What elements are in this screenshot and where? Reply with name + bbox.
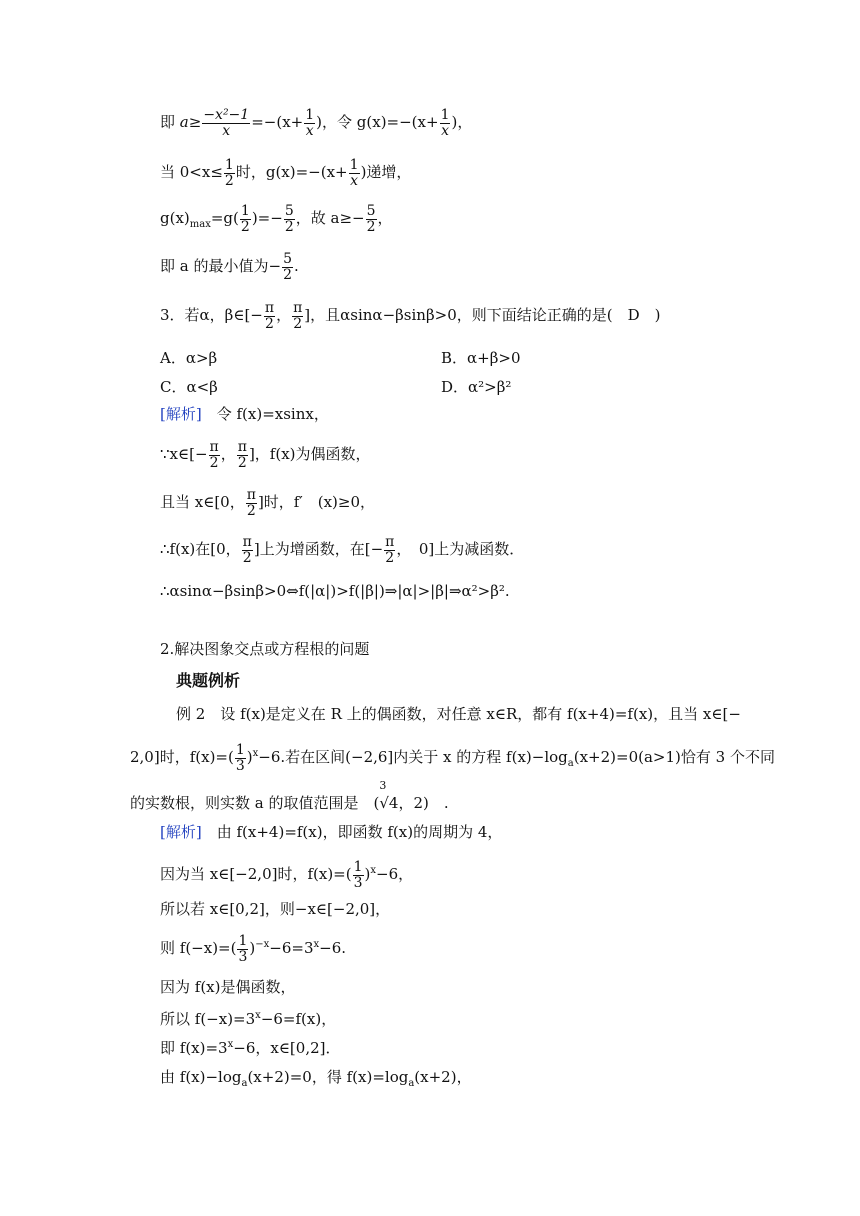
fraction bbox=[349, 158, 360, 188]
text: −6， bbox=[376, 865, 414, 884]
denominator: 2 bbox=[283, 266, 292, 283]
cube-root bbox=[379, 779, 399, 812]
fraction bbox=[237, 440, 248, 470]
text: =g( bbox=[210, 209, 239, 228]
denominator: 2 bbox=[242, 549, 252, 566]
fraction bbox=[384, 535, 395, 565]
option-c: C．α<β bbox=[160, 378, 218, 396]
text: 3．若α，β∈[− bbox=[160, 306, 263, 325]
text: −6. bbox=[319, 939, 347, 958]
text: ∵x∈[− bbox=[160, 445, 208, 464]
denominator: 2 bbox=[246, 502, 256, 519]
text: 当 0<x≤ bbox=[160, 163, 223, 182]
analysis-2-step-3 bbox=[160, 934, 346, 964]
analysis-1 bbox=[160, 407, 329, 422]
text: 由 f(x+4)=f(x)，即函数 f(x)的周期为 4， bbox=[201, 823, 503, 841]
text: =−(x+ bbox=[251, 113, 304, 132]
numerator: 5 bbox=[366, 203, 376, 219]
text: (x+2)=0(a>1)恰有 3 个不同 bbox=[573, 748, 775, 767]
text: ， bbox=[220, 445, 236, 464]
example-2-line-2 bbox=[130, 743, 775, 773]
fraction bbox=[246, 488, 257, 518]
numerator: 1 bbox=[353, 859, 363, 875]
text: ≥ bbox=[188, 113, 202, 132]
numerator: 5 bbox=[283, 251, 292, 267]
analysis-2-step-2: 所以若 x∈[0,2]，则−x∈[−2,0]， bbox=[160, 900, 391, 918]
fraction: $\frac{1}{3}$ bbox=[353, 859, 363, 891]
fraction bbox=[366, 204, 377, 234]
text: ]上为增函数，在[− bbox=[253, 540, 384, 559]
superscript: −x bbox=[255, 939, 270, 951]
example-2-line-3 bbox=[130, 779, 449, 812]
text: 即 a 的最小值为− bbox=[160, 257, 282, 276]
analysis-2 bbox=[160, 825, 502, 840]
numerator: 5 bbox=[284, 203, 294, 219]
denominator: 2 bbox=[240, 218, 250, 235]
denominator: 2 bbox=[284, 218, 294, 235]
text: 2,0]时，f(x)=( bbox=[130, 748, 234, 767]
text: −6=3 bbox=[269, 939, 314, 958]
text: 因为当 x∈[−2,0]时，f(x)=( bbox=[160, 865, 352, 884]
subscript: max bbox=[189, 219, 211, 231]
superscript: x bbox=[370, 865, 377, 877]
derivation-line-3 bbox=[160, 204, 393, 234]
text: ]时，f′ (x)≥0， bbox=[257, 493, 376, 512]
text: 令 f(x)=xsinx， bbox=[201, 405, 329, 423]
superscript: x bbox=[252, 748, 259, 760]
fraction bbox=[282, 252, 293, 282]
text: 所以 f(−x)=3 bbox=[160, 1010, 256, 1028]
text: )， bbox=[451, 113, 473, 132]
fraction bbox=[264, 301, 275, 331]
text: ，故 a≥− bbox=[295, 209, 365, 228]
denominator: 2 bbox=[385, 549, 395, 566]
text: ) bbox=[364, 865, 371, 884]
section-title: 2.解决图象交点或方程根的问题 bbox=[160, 640, 370, 658]
text: 时，g(x)=−(x+ bbox=[235, 163, 348, 182]
numerator: 1 bbox=[349, 157, 359, 173]
subscript: a bbox=[241, 1078, 248, 1089]
text: )=− bbox=[251, 209, 283, 228]
fraction: $\frac{1}{3}$ bbox=[238, 933, 248, 965]
superscript: x bbox=[313, 939, 320, 951]
analysis-step-2 bbox=[160, 488, 375, 518]
fraction bbox=[304, 108, 315, 138]
text: )，令 g(x)=−(x+ bbox=[316, 113, 439, 132]
derivation-line-1 bbox=[160, 108, 472, 138]
subscript: a bbox=[408, 1078, 415, 1089]
fraction bbox=[202, 108, 250, 138]
analysis-tag: [解析] bbox=[160, 823, 202, 841]
text: 即 f(x)=3 bbox=[160, 1039, 228, 1057]
text: ∴f(x)在[0， bbox=[160, 540, 241, 559]
numerator: 1 bbox=[440, 107, 450, 123]
example-2-line-1: 例 2 设 f(x)是定义在 R 上的偶函数，对任意 x∈R，都有 f(x+4)=f(x)，且当 x∈[− bbox=[176, 705, 741, 723]
superscript: x bbox=[227, 1039, 234, 1050]
fraction bbox=[224, 158, 235, 188]
numerator: π bbox=[209, 439, 219, 455]
text: 由 f(x)−log bbox=[160, 1068, 242, 1086]
text: 且当 x∈[0， bbox=[160, 493, 245, 512]
analysis-2-step-1 bbox=[160, 860, 413, 890]
text: a bbox=[179, 113, 189, 132]
text: 即 bbox=[160, 113, 180, 132]
denominator: x bbox=[441, 122, 449, 139]
analysis-2-step-4: 因为 f(x)是偶函数， bbox=[160, 978, 296, 996]
analysis-step-4: ∴αsinα−βsinβ>0⇔f(|α|)>f(|β|)⇒|α|>|β|⇒α²>β². bbox=[160, 582, 510, 600]
fraction bbox=[440, 108, 451, 138]
derivation-line-2 bbox=[160, 158, 411, 188]
text: ， bbox=[276, 306, 292, 325]
text: ]，f(x)为偶函数， bbox=[248, 445, 371, 464]
numerator: −x²−1 bbox=[203, 107, 250, 123]
text: ， 0]上为减函数． bbox=[396, 540, 525, 559]
fraction bbox=[292, 301, 303, 331]
denominator: 2 bbox=[209, 454, 219, 471]
denominator: 2 bbox=[366, 218, 376, 235]
analysis-step-3 bbox=[160, 535, 524, 565]
numerator: 1 bbox=[305, 107, 315, 123]
text: g(x) bbox=[160, 209, 190, 228]
analysis-2-step-6 bbox=[160, 1040, 340, 1056]
option-b: B．α+β>0 bbox=[441, 349, 521, 367]
fraction: $\frac{1}{3}$ bbox=[235, 742, 245, 774]
numerator: 1 bbox=[235, 742, 245, 758]
analysis-2-step-7 bbox=[160, 1070, 472, 1089]
numerator: π bbox=[246, 487, 256, 503]
root: √4 bbox=[379, 794, 399, 812]
numerator: π bbox=[293, 300, 303, 316]
text: −6.若在区间(−2,6]内关于 x 的方程 f(x)−log bbox=[258, 748, 568, 767]
fraction bbox=[209, 440, 220, 470]
analysis-tag: [解析] bbox=[160, 405, 202, 423]
derivation-line-4 bbox=[160, 252, 299, 282]
option-d: D．α²>β² bbox=[441, 378, 512, 396]
text: ]，且αsinα−βsinβ>0，则下面结论正确的是( D ) bbox=[304, 306, 661, 325]
text: ) bbox=[249, 939, 256, 958]
text: )递增， bbox=[360, 163, 412, 182]
denominator: x bbox=[222, 122, 231, 139]
text: −6=f(x)， bbox=[260, 1010, 337, 1028]
numerator: π bbox=[385, 534, 395, 550]
numerator: π bbox=[237, 439, 247, 455]
text: (x+2)=0，得 f(x)=log bbox=[247, 1068, 409, 1086]
denominator: 2 bbox=[224, 172, 234, 189]
text: −6，x∈[0,2]． bbox=[233, 1039, 341, 1057]
option-a: A．α>β bbox=[160, 349, 218, 367]
fraction bbox=[240, 204, 251, 234]
subscript: a bbox=[567, 758, 574, 770]
denominator: 2 bbox=[265, 315, 274, 332]
numerator: π bbox=[264, 300, 275, 316]
text: 的实数根，则实数 a 的取值范围是 ( bbox=[130, 794, 380, 812]
numerator: 1 bbox=[238, 933, 248, 949]
denominator: x bbox=[305, 122, 314, 139]
denominator: x bbox=[350, 172, 359, 189]
denominator: 2 bbox=[293, 315, 303, 332]
fraction bbox=[284, 204, 295, 234]
superscript: x bbox=[255, 1010, 261, 1021]
text: ，2) . bbox=[398, 794, 449, 812]
numerator: 1 bbox=[224, 157, 234, 173]
numerator: π bbox=[242, 534, 252, 550]
text: ， bbox=[377, 209, 393, 228]
analysis-2-step-5 bbox=[160, 1011, 336, 1027]
analysis-step-1 bbox=[160, 440, 371, 470]
denominator: 2 bbox=[237, 454, 247, 471]
section-heading: 典题例析 bbox=[176, 671, 241, 690]
root-index: 3 bbox=[379, 779, 387, 792]
fraction bbox=[242, 535, 253, 565]
numerator: 1 bbox=[240, 203, 250, 219]
question-3 bbox=[160, 301, 660, 331]
text: . bbox=[293, 257, 299, 276]
text: ) bbox=[246, 748, 253, 767]
text: (x+2)， bbox=[414, 1068, 472, 1086]
text: 则 f(−x)=( bbox=[160, 939, 237, 958]
